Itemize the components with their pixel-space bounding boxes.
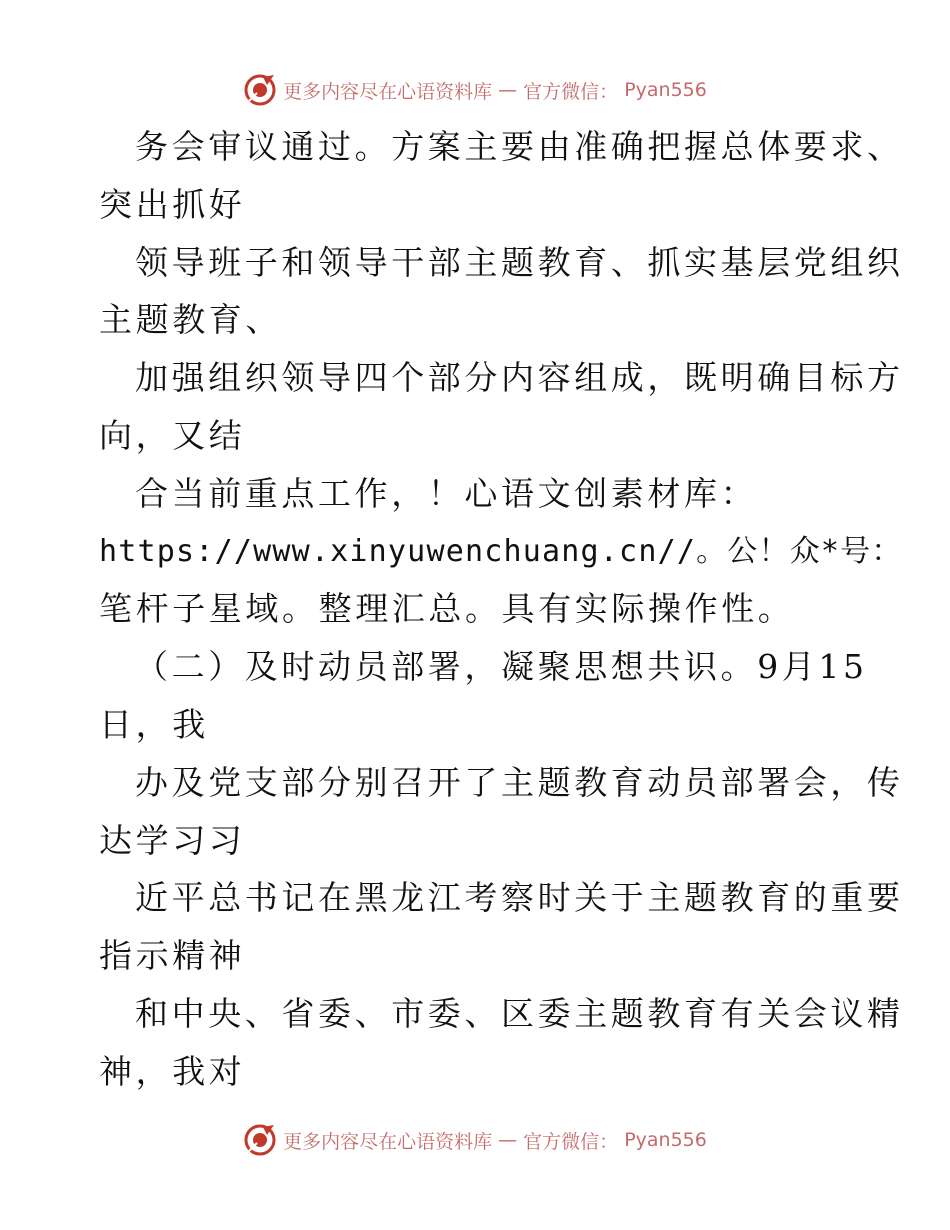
- body-line: 办及党支部分别召开了主题教育动员部署会，传: [135, 762, 904, 802]
- body-line: （二）及时动员部署，凝聚思想共识。9月15: [135, 647, 868, 687]
- body-line: 指示精神: [99, 936, 246, 976]
- watermark-brand: 更多内容尽在心语资料库: [283, 1130, 493, 1153]
- body-line: 笔杆子星域。整理汇总。具有实际操作性。: [99, 589, 795, 629]
- footer-watermark: [0, 1120, 950, 1160]
- body-line: 务会审议通过。方案主要由准确把握总体要求、: [135, 127, 904, 166]
- watermark-dash: —: [498, 79, 518, 101]
- body-line: 近平总书记在黑龙江考察时关于主题教育的重要: [135, 878, 904, 918]
- body-line: 领导班子和领导干部主题教育、抓实基层党组织: [135, 242, 904, 282]
- watermark-handle: Pyan556: [624, 79, 707, 101]
- body-line: 达学习习: [99, 820, 246, 860]
- watermark-label: 官方微信：: [523, 80, 619, 103]
- body-line: 突出抓好: [99, 184, 246, 224]
- watermark-handle: Pyan556: [624, 1129, 707, 1151]
- body-line: 神，我对: [99, 1051, 246, 1091]
- header-watermark: [0, 70, 950, 110]
- body-line: 日，我: [99, 704, 209, 744]
- watermark-brand: 更多内容尽在心语资料库: [283, 80, 493, 103]
- body-line: 合当前重点工作，！心语文创素材库：: [135, 473, 758, 513]
- watermark-dash: —: [498, 1129, 518, 1151]
- quill-logo-icon: [243, 73, 277, 107]
- body-line: 加强组织领导四个部分内容组成，既明确目标方: [135, 358, 904, 398]
- body-line: 主题教育、: [99, 300, 282, 340]
- body-line-url: https://www.xinyuwenchuang.cn//。公！众*号：: [99, 533, 903, 569]
- body-line: 向，又结: [99, 415, 246, 455]
- quill-logo-icon: [243, 1123, 277, 1157]
- body-line: 和中央、省委、市委、区委主题教育有关会议精: [135, 993, 904, 1033]
- document-body: [99, 118, 904, 1101]
- watermark-label: 官方微信：: [523, 1130, 619, 1153]
